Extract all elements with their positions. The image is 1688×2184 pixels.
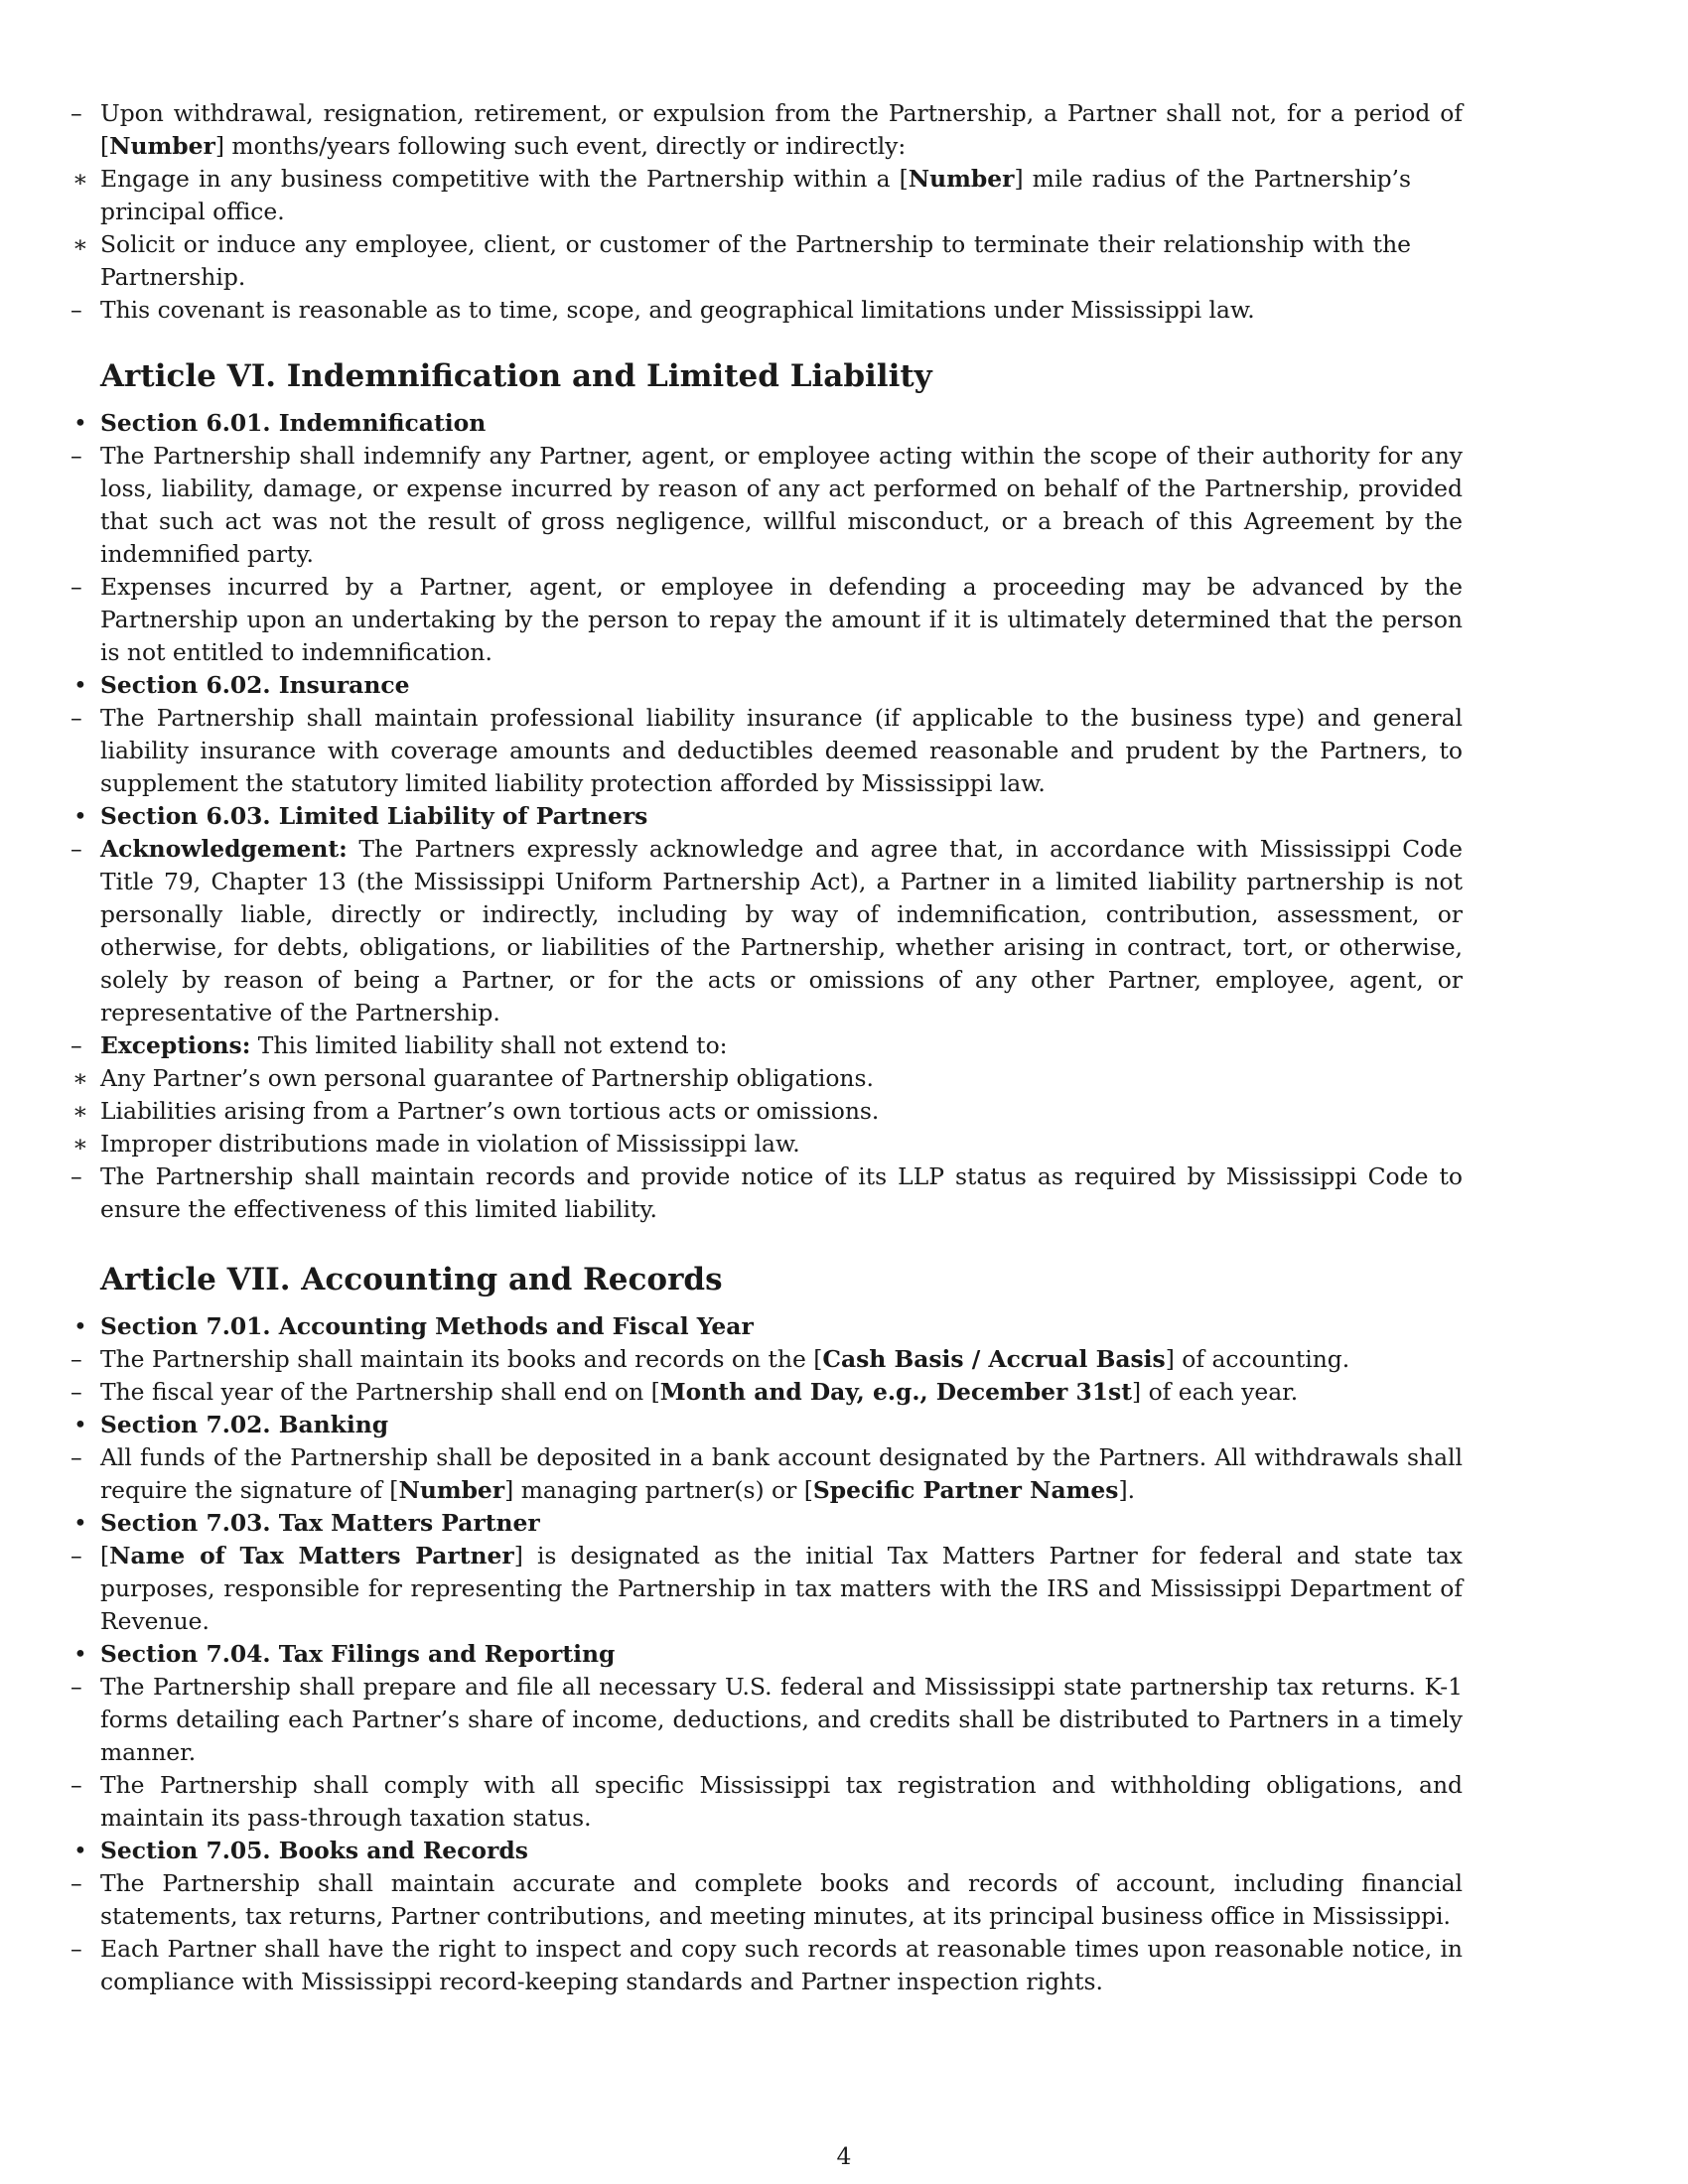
clause-item (100, 833, 1463, 1029)
article-heading: Article VI. Indemnification and Limited Liability (100, 358, 932, 394)
clause-text: This limited liability shall not extend to: (257, 1031, 728, 1059)
section-heading: • Section 6.01. Indemnification (100, 407, 1590, 440)
section-heading: • Section 7.04. Tax Filings and Reporting (100, 1638, 1590, 1671)
clause-text: The Partners expressly acknowledge and agree that, in accordance with Mississippi Code Title 79, Chapter 13 (the Mississippi Uniform Partnership Act), a Partner in a limited liability partnership is not personally liable, directly or indirectly, including by way of indemnification, contribution, assessment, or otherwise, for debts, obligations, or liabilities of the Partnership, whether arising in contract, tort, or otherwise, solely by reason of being a Partner, or for the acts or omissions of any other Partner, employee, agent, or representative of the Partnership. (100, 835, 1463, 1026)
document-page (100, 97, 1590, 1998)
clause-item: – The Partnership shall comply with all specific Mississippi tax registration and withholding obligations, and maintain its pass-through taxation status. (100, 1769, 1463, 1835)
clause-item: – All funds of the Partnership shall be deposited in a bank account designated by the Partners. All withdrawals shall require the signature of [Number] managing partner(s) or [Specific Partner Names]. (100, 1441, 1463, 1507)
sub-clause-item: ∗ Engage in any business competitive with the Partnership within a [Number] mile radius of the Partnership’s principal office. (100, 163, 1411, 228)
clause-label: Acknowledgement: (100, 835, 348, 863)
section-heading: • Section 7.05. Books and Records (100, 1835, 1590, 1867)
clause-item: – The Partnership shall maintain professional liability insurance (if applicable to the business type) and general liability insurance with coverage amounts and deductibles deemed reasonable and prudent by the Partners, to supplement the statutory limited liability protection afforded by Mississippi law. (100, 702, 1463, 800)
clause-item: – The fiscal year of the Partnership shall end on [Month and Day, e.g., December 31st] of each year. (100, 1376, 1463, 1409)
clause-item: – The Partnership shall maintain accurate and complete books and records of account, including financial statements, tax returns, Partner contributions, and meeting minutes, at its principal business office in Mississippi. (100, 1867, 1463, 1933)
clause-item: – Upon withdrawal, resignation, retirement, or expulsion from the Partnership, a Partner shall not, for a period of [Number] months/years following such event, directly or indirectly: (100, 97, 1463, 163)
article-heading: Article VII. Accounting and Records (100, 1262, 723, 1297)
section-heading: • Section 7.03. Tax Matters Partner (100, 1507, 1590, 1540)
section-heading: • Section 6.03. Limited Liability of Partners (100, 800, 1590, 833)
clause-item (100, 1029, 1463, 1062)
page-number: 4 (836, 2142, 852, 2170)
sub-clause-item: ∗ Solicit or induce any employee, client, or customer of the Partnership to terminate their relationship with the Partnership. (100, 228, 1411, 294)
section-heading: • Section 7.01. Accounting Methods and Fiscal Year (100, 1310, 1590, 1343)
section-heading: • Section 7.02. Banking (100, 1409, 1590, 1441)
clause-item: – The Partnership shall indemnify any Partner, agent, or employee acting within the scope of their authority for any loss, liability, damage, or expense incurred by reason of any act performed on behalf of the Partnership, provided that such act was not the result of gross negligence, willful misconduct, or a breach of this Agreement by the indemnified party. (100, 440, 1463, 571)
clause-item: – The Partnership shall maintain its books and records on the [Cash Basis / Accrual Basis] of accounting. (100, 1343, 1463, 1376)
clause-item: – The Partnership shall prepare and file all necessary U.S. federal and Mississippi state partnership tax returns. K-1 forms detailing each Partner’s share of income, deductions, and credits shall be distributed to Partners in a timely manner. (100, 1671, 1463, 1769)
clause-item: – The Partnership shall maintain records and provide notice of its LLP status as required by Mississippi Code to ensure the effectiveness of this limited liability. (100, 1160, 1463, 1226)
clause-item: – Each Partner shall have the right to inspect and copy such records at reasonable times upon reasonable notice, in compliance with Mississippi record-keeping standards and Partner inspection rights. (100, 1933, 1463, 1998)
clause-item: – [Name of Tax Matters Partner] is designated as the initial Tax Matters Partner for federal and state tax purposes, responsible for representing the Partnership in tax matters with the IRS and Mississippi Department of Revenue. (100, 1540, 1463, 1638)
clause-label: Exceptions: (100, 1031, 251, 1059)
clause-item: – Expenses incurred by a Partner, agent, or employee in defending a proceeding may be advanced by the Partnership upon an undertaking by the person to repay the amount if it is ultimately determined that the person is not entitled to indemnification. (100, 571, 1463, 669)
section-heading: • Section 6.02. Insurance (100, 669, 1590, 702)
sub-clause-item: ∗ Liabilities arising from a Partner’s own tortious acts or omissions. (100, 1095, 1411, 1128)
sub-clause-item: ∗ Any Partner’s own personal guarantee of Partnership obligations. (100, 1062, 1411, 1095)
clause-item: – This covenant is reasonable as to time, scope, and geographical limitations under Mississippi law. (100, 294, 1463, 327)
sub-clause-item: ∗ Improper distributions made in violation of Mississippi law. (100, 1128, 1411, 1160)
